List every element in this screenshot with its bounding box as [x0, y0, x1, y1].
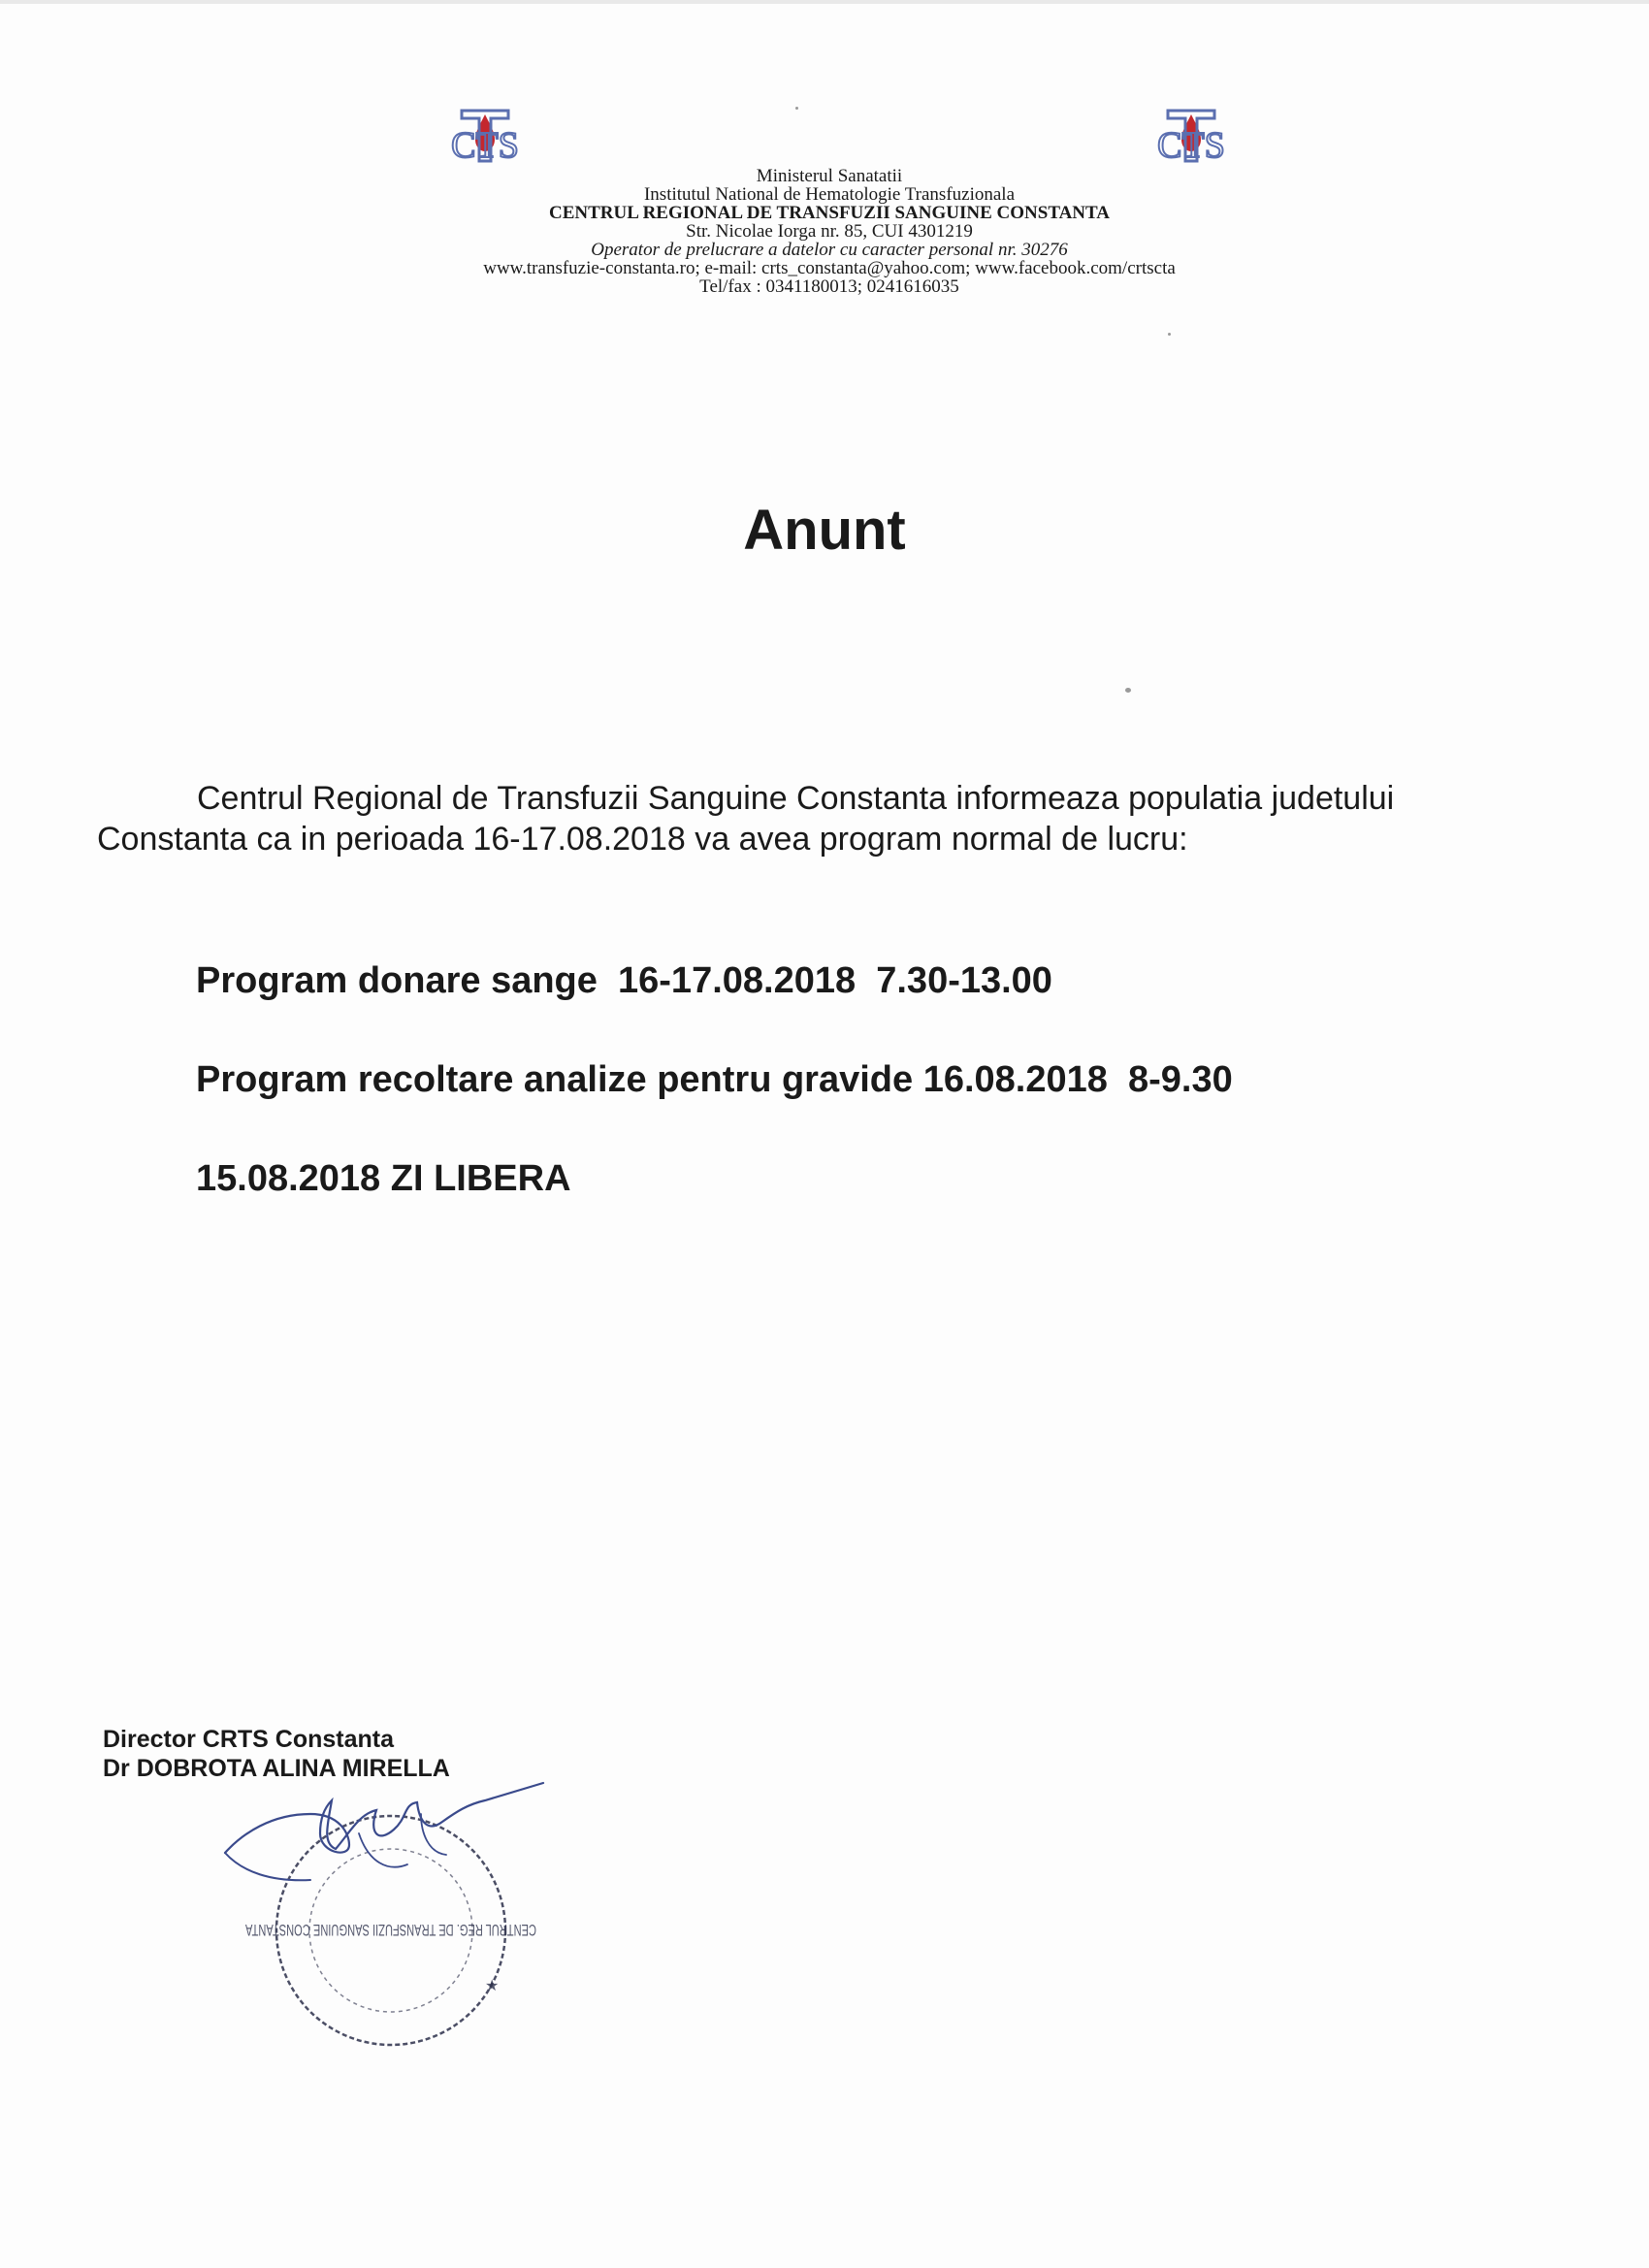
scan-speck: [1125, 688, 1131, 693]
scan-speck: [795, 107, 798, 110]
institute-line: Institutul National de Hematologie Transfuzionala: [643, 184, 1016, 205]
logo-text: CTS: [451, 125, 519, 166]
scan-speck: [1168, 333, 1171, 336]
official-stamp: [245, 1816, 536, 2045]
contact-phone-line: Tel/fax : 0341180013; 0241616035: [699, 276, 959, 297]
signatory-name: Dr DOBROTA ALINA MIRELLA: [103, 1755, 450, 1782]
contact-web-line: www.transfuzie-constanta.ro; e-mail: crts_constanta@yahoo.com; www.facebook.com/crtscta: [483, 258, 1176, 278]
signatory-role: Director CRTS Constanta: [103, 1726, 395, 1753]
ministry-line: Ministerul Sanatatii: [756, 166, 903, 186]
stamp-star-icon: ★: [485, 1978, 500, 1994]
logo-text: CTS: [1157, 125, 1225, 166]
center-name-line: CENTRUL REGIONAL DE TRANSFUZII SANGUINE CONSTANTA: [548, 203, 1111, 223]
data-operator-line: Operator de prelucrare a datelor cu caracter personal nr. 30276: [591, 240, 1068, 260]
stamp-and-signature: [213, 1775, 563, 2076]
letterhead: [242, 167, 1416, 296]
schedule-blood-donation: Program donare sange 16-17.08.2018 7.30-13.00: [196, 960, 1052, 1001]
stamp-text: CENTRUL REG. DE TRANSFUZII SANGUINE CONSTANTA: [244, 1921, 536, 1939]
intro-line-2: Constanta ca in perioada 16-17.08.2018 va avea program normal de lucru:: [97, 821, 1188, 858]
signatory-block: [103, 1725, 450, 1783]
crts-logo-right: [1143, 97, 1240, 175]
handwritten-signature: [225, 1783, 543, 1880]
scan-top-edge: [0, 0, 1649, 4]
crts-logo-left: [436, 97, 534, 175]
intro-line-1: Centrul Regional de Transfuzii Sanguine Constanta informeaza populatia judetului: [197, 780, 1395, 817]
schedule-pregnant-tests: Program recoltare analize pentru gravide 16.08.2018 8-9.30: [196, 1059, 1233, 1100]
document-title: Anunt: [743, 499, 906, 562]
schedule-day-off: 15.08.2018 ZI LIBERA: [196, 1158, 571, 1199]
intro-paragraph: [97, 778, 1591, 859]
address-line: Str. Nicolae Iorga nr. 85, CUI 4301219: [686, 221, 973, 242]
